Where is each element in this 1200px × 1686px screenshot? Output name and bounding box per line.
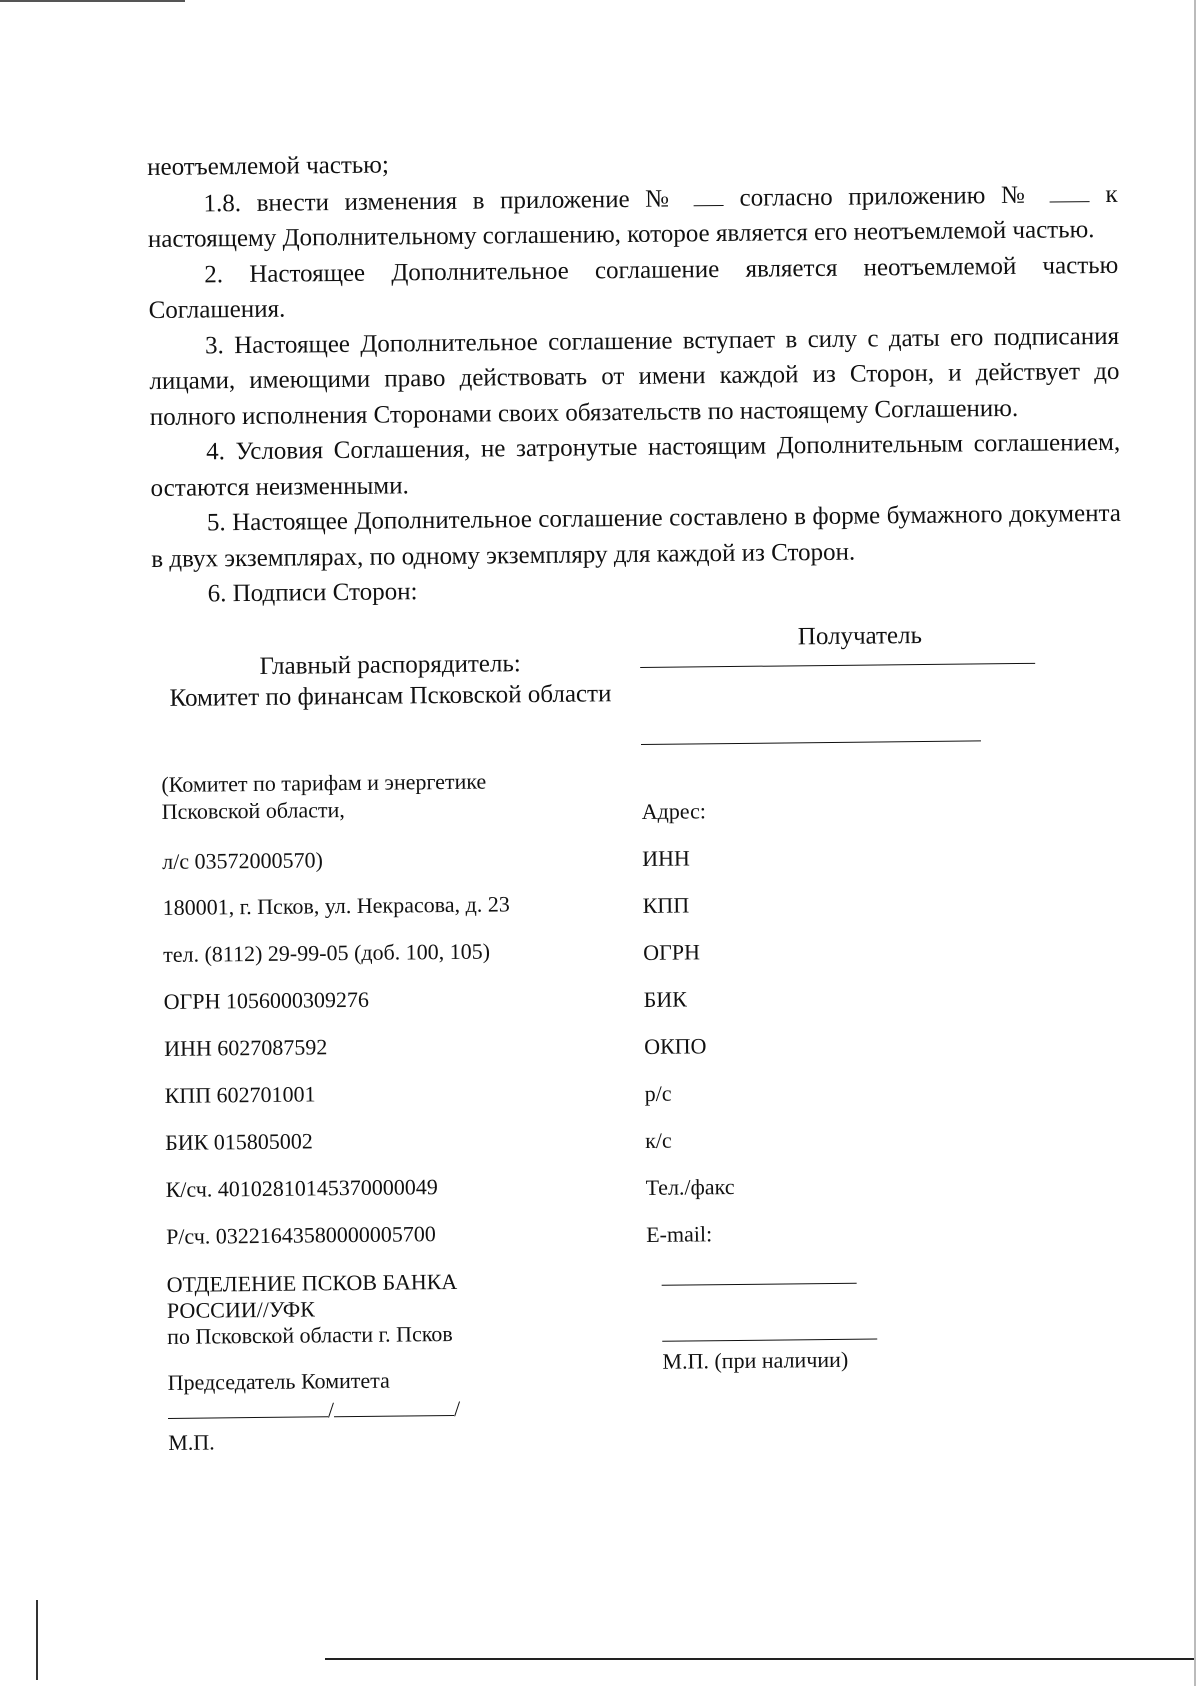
paragraph-3: 3. Настоящее Дополнительное соглашение вступает в силу с даты его подписания лицами, имеющими право действовать от имени каждой из Сторон, и действует до полного исполнения Сторонами своих обязательств по настоящему Соглашению. [149,322,1120,431]
signature-separator: / [327,1397,335,1423]
scan-edge-bottom [325,1658,1195,1660]
signatures-block [160,622,1149,1512]
right-party-column [640,622,1080,1374]
paragraph-1-8 [147,175,1118,257]
right-bik: БИК [643,986,687,1012]
blank-appendix-number [694,179,724,205]
left-account: л/с 03572000570) [162,847,324,874]
left-phone: тел. (8112) 29-99-05 (доб. 100, 105) [163,938,491,967]
agreement-text [147,140,1122,613]
right-kpp: КПП [642,892,690,918]
scan-edge-left [36,1600,38,1680]
left-bik: БИК 015805002 [165,1128,313,1155]
right-inn: ИНН [642,845,690,871]
left-org-line-1: (Комитет по тарифам и энергетике [161,768,487,797]
signature-blank [168,1394,328,1419]
left-signature-line [168,1393,461,1425]
left-inn: ИНН 6027087592 [164,1034,328,1061]
right-party-heading: Получатель [797,622,923,651]
right-rs: р/с [644,1080,672,1106]
left-ogrn: ОГРН 1056000309276 [163,986,370,1014]
right-address: Адрес: [641,798,707,824]
recipient-name-line-2 [641,740,981,745]
left-party-heading [160,647,621,714]
left-bank-line-3: по Псковской области г. Псков [167,1320,453,1349]
signature-end-separator: / [453,1395,461,1421]
left-party-role: Главный распорядитель: [259,650,521,680]
blank-appendix-number-2 [1050,176,1090,202]
right-stamp: М.П. (при наличии) [662,1346,849,1374]
left-bank-line-1: ОТДЕЛЕНИЕ ПСКОВ БАНКА [166,1268,458,1297]
paragraph-4: 4. Условия Соглашения, не затронутые настоящим Дополнительным соглашением, остаются неизменными. [150,428,1121,502]
left-party-column [160,647,620,1455]
left-ks: К/сч. 40102810145370000049 [165,1174,438,1202]
paragraph-1-8-part-a: 1.8. внести изменения в приложение № [203,184,679,217]
left-kpp: КПП 602701001 [164,1081,316,1108]
right-okpo: ОКПО [644,1033,707,1059]
name-blank [334,1393,454,1417]
paragraph-1-8-part-c: к настоящему Дополнительному соглашению, которое является его неотъемлемой частью. [147,180,1118,253]
right-phone: Тел./факс [645,1174,735,1200]
left-org-line-2: Псковской области, [161,797,345,824]
right-email: E-mail: [645,1221,713,1247]
right-ks: к/с [645,1127,672,1153]
left-address: 180001, г. Псков, ул. Некрасова, д. 23 [162,891,510,920]
paragraph-5: 5. Настоящее Дополнительное соглашение составлено в форме бумажного документа в двух экземплярах, по одному экземпляру для каждой из Сторон. [151,499,1121,573]
recipient-name-line-1 [640,663,1035,668]
right-ogrn: ОГРН [643,939,701,965]
scan-edge-top [0,0,185,2]
paragraph-continuation: неотъемлемой частью; [147,151,389,181]
left-stamp: М.П. [168,1429,215,1455]
paragraph-6: 6. Подписи Сторон: [207,578,418,608]
paragraph-1-8-part-b: согласно приложению № [739,181,1035,212]
paragraph-2: 2. Настоящее Дополнительное соглашение является неотъемлемой частью Соглашения. [148,251,1119,324]
left-rs: Р/сч. 03221643580000005700 [165,1221,436,1249]
left-party-name: Комитет по финансам Псковской области [169,680,612,712]
scan-edge-right [1194,0,1196,1686]
recipient-signature-line [662,1283,857,1286]
recipient-name-signature-line [662,1339,877,1342]
left-chair-title: Председатель Комитета [167,1367,391,1395]
left-bank-line-2: РОССИИ//УФК [166,1296,316,1323]
